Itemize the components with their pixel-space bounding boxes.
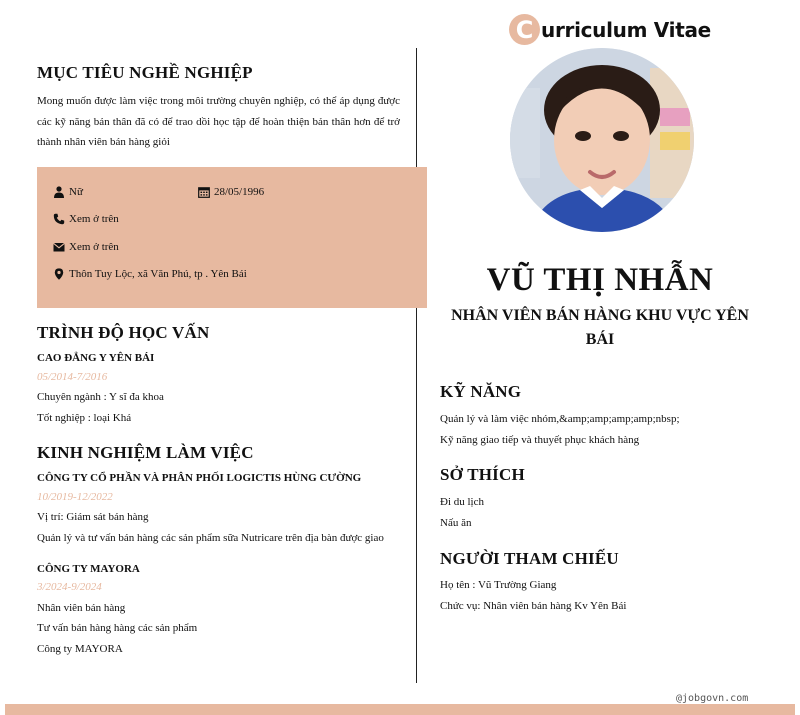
hobbies-heading: SỞ THÍCH <box>440 465 525 484</box>
job-period: 10/2019-12/2022 <box>37 491 113 503</box>
column-divider <box>416 48 417 683</box>
mail-icon <box>53 241 65 253</box>
phone-value: Xem ở trên <box>69 213 119 225</box>
education-heading: TRÌNH ĐỘ HỌC VẤN <box>37 323 210 342</box>
contact-address <box>53 268 247 280</box>
job-period: 3/2024-9/2024 <box>37 581 102 593</box>
logo-text: urriculum Vitae <box>541 17 711 42</box>
cv-logo <box>509 14 711 45</box>
education-school: CAO ĐẲNG Y YÊN BÁI <box>37 352 155 364</box>
contact-box <box>37 167 427 308</box>
location-pin-icon <box>53 268 65 280</box>
job-company: CÔNG TY CỔ PHẦN VÀ PHÂN PHỐI LOGICTIS HÙNG CƯỜNG <box>37 472 362 484</box>
candidate-name: VŨ THỊ NHẪN <box>486 262 714 298</box>
job-line: Quản lý và tư vấn bán hàng các sản phẩm sữa Nutricare trên địa bàn được giao <box>37 532 384 544</box>
references-heading: NGƯỜI THAM CHIẾU <box>440 549 619 568</box>
hobby-item: Đi du lịch <box>440 496 484 508</box>
objective-text: Mong muốn được làm việc trong môi trường chuyên nghiệp, có thể áp dụng được các kỹ năng bản thân đã có để trao dồi học tập để hoàn thiện bản thân hơn để trở thành nhân viên bán hàng giỏi <box>37 95 400 148</box>
gender-value: Nữ <box>69 186 83 198</box>
email-value: Xem ở trên <box>69 241 119 253</box>
logo-initial: C <box>509 14 540 45</box>
job-line: Nhân viên bán hàng <box>37 602 126 614</box>
contact-gender <box>53 186 83 198</box>
job-line: Tư vấn bán hàng hàng các sản phẩm <box>37 622 198 634</box>
education-period: 05/2014-7/2016 <box>37 371 108 383</box>
watermark: @jobgovn.com <box>676 693 749 704</box>
job-title: NHÂN VIÊN BÁN HÀNG KHU VỰC YÊN BÁI <box>451 307 749 348</box>
contact-birthday <box>198 186 264 198</box>
bottom-bar <box>5 704 795 715</box>
skill-item: Quản lý và làm việc nhóm,&amp;amp;amp;amp;nbsp; <box>440 413 680 425</box>
address-value: Thôn Tuy Lộc, xã Văn Phú, tp . Yên Bái <box>69 268 247 280</box>
job-line: Công ty MAYORA <box>37 643 123 655</box>
objective-heading: MỤC TIÊU NGHỀ NGHIỆP <box>37 63 253 82</box>
contact-email <box>53 241 119 253</box>
phone-icon <box>53 213 65 225</box>
contact-phone <box>53 213 119 225</box>
skill-item: Kỹ năng giao tiếp và thuyết phục khách hàng <box>440 434 640 446</box>
calendar-icon <box>198 186 210 198</box>
experience-heading: KINH NGHIỆM LÀM VIỆC <box>37 443 254 462</box>
education-line: Tốt nghiệp : loại Khá <box>37 412 132 424</box>
reference-item: Họ tên : Vũ Trường Giang <box>440 579 557 591</box>
birthday-value: 28/05/1996 <box>214 186 265 198</box>
person-icon <box>53 186 65 198</box>
reference-item: Chức vụ: Nhân viên bán hàng Kv Yên Bái <box>440 600 627 612</box>
profile-photo <box>510 48 694 232</box>
hobby-item: Nấu ăn <box>440 517 472 529</box>
skills-heading: KỸ NĂNG <box>440 382 522 401</box>
job-line: Vị trí: Giám sát bán hàng <box>37 511 149 523</box>
job-company: CÔNG TY MAYORA <box>37 563 140 575</box>
education-line: Chuyên ngành : Y sĩ đa khoa <box>37 391 164 403</box>
